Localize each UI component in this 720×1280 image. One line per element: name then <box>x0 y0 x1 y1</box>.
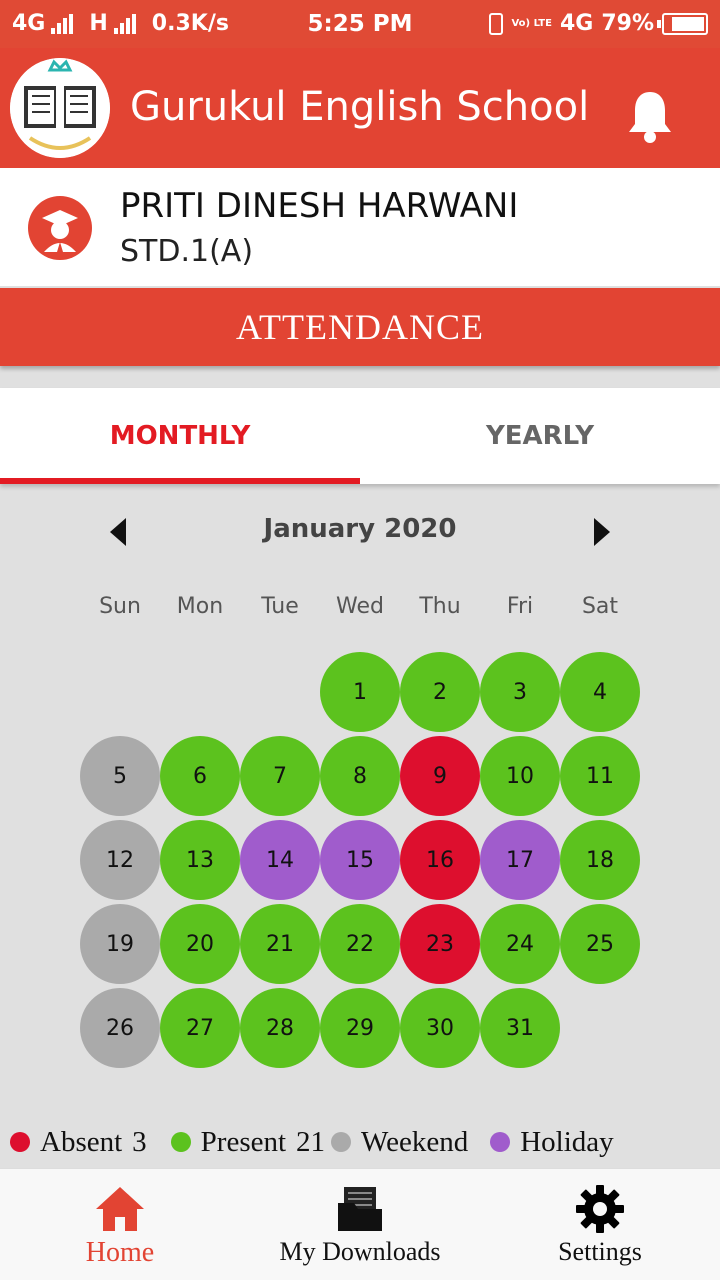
downloads-folder-icon <box>334 1183 386 1235</box>
calendar-day-weekend[interactable]: 26 <box>80 988 160 1068</box>
calendar-day-present[interactable]: 21 <box>240 904 320 984</box>
tab-monthly[interactable]: MONTHLY <box>0 388 360 484</box>
legend-label: Holiday <box>520 1125 614 1158</box>
student-class: STD.1(A) <box>120 234 254 269</box>
calendar-day-present[interactable]: 28 <box>240 988 320 1068</box>
attendance-banner: ATTENDANCE <box>0 288 720 366</box>
network-label-2: H <box>89 11 108 36</box>
school-logo-icon[interactable] <box>10 58 110 158</box>
day-grid <box>80 652 640 1072</box>
weekday-label: Mon <box>176 594 224 619</box>
calendar-day-present[interactable]: 31 <box>480 988 560 1068</box>
legend-weekend <box>331 1126 468 1159</box>
legend-holiday <box>490 1126 613 1159</box>
weekday-label: Tue <box>261 594 299 619</box>
calendar-day-present[interactable]: 22 <box>320 904 400 984</box>
legend-present <box>171 1126 325 1159</box>
calendar-day-present[interactable]: 10 <box>480 736 560 816</box>
student-name: PRITI DINESH HARWANI <box>120 186 519 226</box>
nav-settings-label: Settings <box>558 1237 642 1266</box>
nav-my-downloads[interactable] <box>240 1169 480 1280</box>
weekday-label: Wed <box>336 594 384 619</box>
network-label-1: 4G <box>12 11 46 36</box>
weekday-label: Sat <box>581 594 619 619</box>
legend-label: Absent <box>40 1125 123 1158</box>
home-icon <box>94 1183 146 1235</box>
calendar-day-absent[interactable]: 9 <box>400 736 480 816</box>
weekday-label: Thu <box>419 594 461 619</box>
calendar-day-present[interactable]: 6 <box>160 736 240 816</box>
calendar-day-present[interactable]: 11 <box>560 736 640 816</box>
status-right <box>489 11 708 36</box>
calendar-day-weekend[interactable]: 12 <box>80 820 160 900</box>
calendar-day-present[interactable]: 27 <box>160 988 240 1068</box>
weekday-header <box>80 594 640 619</box>
month-title: January 2020 <box>263 514 457 544</box>
weekday-label: Sun <box>99 594 141 619</box>
legend-label: Weekend <box>361 1125 469 1158</box>
bell-icon[interactable] <box>626 88 674 144</box>
attendance-calendar <box>0 484 720 1104</box>
legend-label: Present <box>200 1125 287 1158</box>
calendar-day-present[interactable]: 2 <box>400 652 480 732</box>
absent-dot-icon <box>10 1132 30 1152</box>
network-speed: 0.3K/s <box>151 11 229 36</box>
calendar-day-present[interactable]: 20 <box>160 904 240 984</box>
app-title: Gurukul English School <box>130 84 590 130</box>
nav-home-label: Home <box>85 1237 155 1268</box>
nav-settings[interactable] <box>480 1169 720 1280</box>
calendar-day-present[interactable]: 25 <box>560 904 640 984</box>
weekend-dot-icon <box>331 1132 351 1152</box>
calendar-day-present[interactable]: 8 <box>320 736 400 816</box>
network-label-3: 4G <box>559 11 594 36</box>
month-navigator <box>0 504 720 554</box>
gear-icon <box>574 1183 626 1235</box>
calendar-day-present[interactable]: 3 <box>480 652 560 732</box>
calendar-day-present[interactable]: 4 <box>560 652 640 732</box>
attendance-tabs <box>0 388 720 484</box>
calendar-day-present[interactable]: 13 <box>160 820 240 900</box>
calendar-day-present[interactable]: 7 <box>240 736 320 816</box>
tab-yearly[interactable]: YEARLY <box>485 421 595 451</box>
weekday-label: Fri <box>506 594 534 619</box>
calendar-day-present[interactable]: 1 <box>320 652 400 732</box>
bottom-navigation <box>0 1168 720 1280</box>
present-dot-icon <box>171 1132 191 1152</box>
legend-count: 21 <box>296 1125 326 1158</box>
calendar-empty-cell <box>80 652 160 732</box>
calendar-empty-cell <box>240 652 320 732</box>
calendar-day-holiday[interactable]: 17 <box>480 820 560 900</box>
calendar-day-holiday[interactable]: 15 <box>320 820 400 900</box>
graduate-icon <box>28 196 92 260</box>
legend-count: 3 <box>132 1125 147 1158</box>
calendar-day-weekend[interactable]: 5 <box>80 736 160 816</box>
legend-absent <box>10 1126 147 1159</box>
nav-downloads-label: My Downloads <box>279 1237 441 1266</box>
calendar-day-present[interactable]: 29 <box>320 988 400 1068</box>
student-card <box>0 168 720 286</box>
battery-icon <box>662 13 708 35</box>
calendar-day-absent[interactable]: 23 <box>400 904 480 984</box>
calendar-day-present[interactable]: 18 <box>560 820 640 900</box>
battery-percent: 79% <box>601 11 654 36</box>
next-month-icon[interactable] <box>594 518 610 546</box>
calendar-day-holiday[interactable]: 14 <box>240 820 320 900</box>
calendar-day-weekend[interactable]: 19 <box>80 904 160 984</box>
nav-home[interactable] <box>0 1169 240 1280</box>
status-bar <box>0 0 720 48</box>
calendar-day-present[interactable]: 24 <box>480 904 560 984</box>
status-time: 5:25 PM <box>307 11 413 37</box>
holiday-dot-icon <box>490 1132 510 1152</box>
calendar-day-absent[interactable]: 16 <box>400 820 480 900</box>
calendar-empty-cell <box>160 652 240 732</box>
vibrate-icon <box>489 13 503 35</box>
attendance-legend <box>0 1120 720 1164</box>
calendar-day-present[interactable]: 30 <box>400 988 480 1068</box>
app-header <box>0 48 720 168</box>
volte-label: Vo) LTE <box>511 17 552 29</box>
